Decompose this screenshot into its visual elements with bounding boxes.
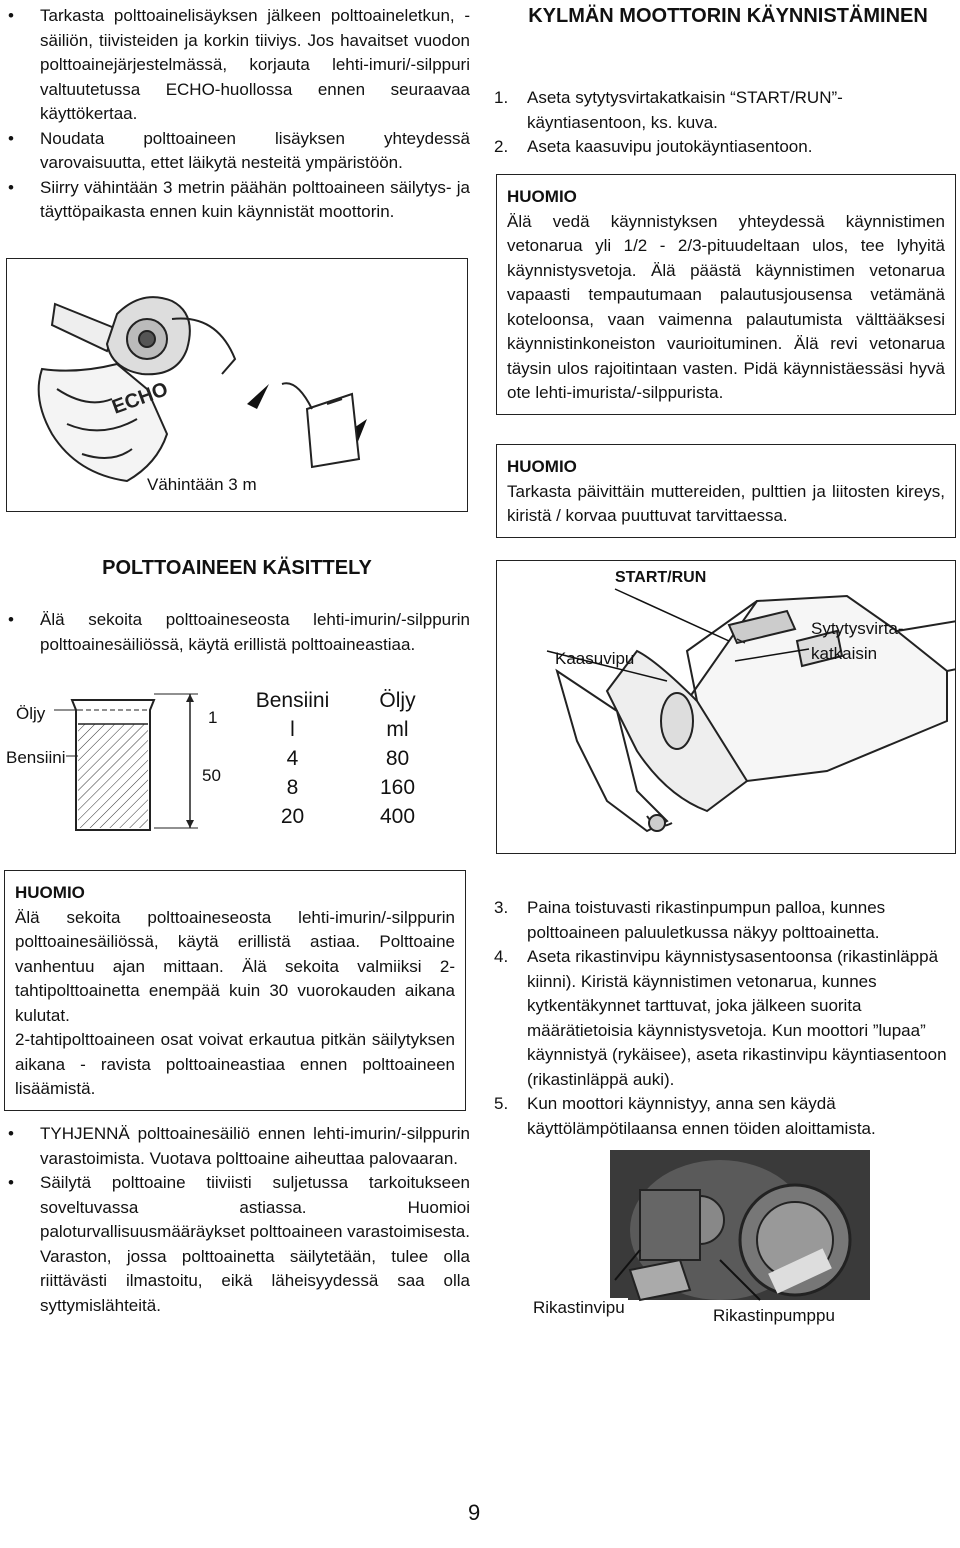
table-cell: 4 [286, 746, 299, 770]
fuel-mix-bullet-list [4, 608, 470, 657]
fastener-notice [496, 444, 956, 538]
ratio-oil-value: 1 [208, 708, 218, 727]
step-text: Aseta rikastinvipu käynnistysasentoonsa (rikastinläppä kiinni). Kiristä käynnistimen vetonarua, kunnes kytkentäkynnet tarttuvat, joka jälkeen suorita määrätietoisia käynnistysvetoja. Kun moottori ”lupaa” käynnistyä (rykäisee), aseta rikastinvipu käyntiasentoon (rikastinläppä auki). [527, 947, 947, 1089]
mixing-table [240, 686, 450, 831]
list-item [494, 896, 956, 945]
unit-ml: ml [386, 717, 409, 741]
notice-title: HUOMIO [15, 883, 85, 902]
notice-title: HUOMIO [507, 457, 577, 476]
start-steps-bottom [494, 896, 956, 1141]
mixing-ratio-figure [4, 686, 234, 836]
svg-text:ECHO: ECHO [109, 378, 172, 419]
unit-litre: l [290, 717, 295, 741]
cold-start-heading: KYLMÄN MOOTTORIN KÄYNNISTÄMINEN [528, 5, 928, 27]
list-item [494, 86, 952, 135]
step-text: Kun moottori käynnistyy, anna sen käydä käyttölämpötilaansa ennen töiden aloittamista. [527, 1094, 876, 1138]
petrol-label: Bensiini [6, 748, 66, 767]
mixing-header-oil: Öljy [379, 688, 416, 712]
primer-pump-label: Rikastinpumppu [710, 1306, 838, 1326]
table-cell: 8 [286, 775, 299, 799]
leaf-blower-drawing [39, 297, 235, 481]
fuel-notice-box [4, 870, 466, 1111]
storage-bullets [4, 1122, 470, 1318]
fuel-can-drawing [282, 383, 359, 467]
throttle-label: Kaasuvipu [555, 649, 635, 668]
list-item [494, 945, 956, 1092]
table-cell: 400 [379, 804, 416, 828]
step-text: Paina toistuvasti rikastinpumpun palloa, kunnes polttoaineen paluuletkussa näkyy polttoainetta. [527, 898, 886, 942]
notice-text: Älä sekoita polttoaineseosta lehti-imurin/-silppurin polttoainesäiliössä, käytä erillistä astiaa. Polttoaine vanhentuu ajan mittaan. Älä sekoita valmiiksi 2-tahtipolttoainetta enempää kuin 30 vuorokauden aikana kulutat. 2-tahtipolttoaineen osat voivat erkautua pitkän säilytyksen aikana - ravista polttoaineastiaa ennen polttoaineen lisäämistä. [15, 907, 455, 1098]
page-number: 9 [468, 1500, 481, 1525]
bullet-empty-tank: • TYHJENNÄ polttoainesäiliö ennen lehti-imurin/-silppurin varastoimista. Vuotava polttoaine aiheuttaa palovaaran. [4, 1122, 470, 1171]
ignition-switch-figure [496, 560, 956, 854]
distance-figure [6, 258, 468, 512]
step-number: 4. [494, 947, 509, 966]
bullet-store-fuel: • Säilytä polttoaine tiiviisti suljetussa tarkoitukseen soveltuvassa astiassa. Huomioi paloturvallisuusmääräykset polttoaineen varastoimisesta. Varaston, jossa polttoainetta säilytetään, tulee olla riittävästi ilmastoitu, eikä läheisyydessä saa olla syttymislähteitä. [4, 1171, 470, 1318]
table-cell: 20 [280, 804, 305, 828]
bullet-spill-caution: • Noudata polttoaineen lisäyksen yhteydessä varovaisuutta, ettet läikytä nesteitä ympäristöön. [4, 127, 470, 176]
table-row [240, 802, 450, 831]
fuel-handling-heading: POLTTOAINEEN KÄSITTELY [102, 557, 372, 579]
ratio-petrol-value: 50 [202, 766, 221, 785]
table-cell: 80 [385, 746, 410, 770]
distance-label: Vähintään 3 m [147, 475, 257, 494]
engine-figure [520, 1150, 880, 1330]
mixing-header-petrol: Bensiini [255, 688, 330, 712]
bullet-leak-check: • Tarkasta polttoainelisäyksen jälkeen polttoaineletkun, -säiliön, tiivisteiden ja korkin tiiviys. Jos havaitset vuodon polttoainejärjestelmässä, korjauta lehti-imuri/-silppuri valtuutetussa ECHO-huollossa ennen seuraavaa käyttökertaa. [4, 4, 470, 127]
step-number: 5. [494, 1094, 509, 1113]
step-number: 2. [494, 137, 509, 156]
fuel-safety-bullets [4, 4, 470, 225]
notice-text: Älä vedä käynnistyksen yhteydessä käynnistimen vetonarua yli 1/2 - 2/3-pituudeltaan ulos, tee lyhyitä käynnistysvetoja. Älä päästä käynnistimen vetonarua vapaasti tempautumaan palautusjousensa vetämänä koteloonsa, vaan vaimenna palautumista välttääksesi käynnistinkoneiston vaurioituminen. Älä revi vetonarua täysin ulos rajoitintaan vasten. Pidä käynnistäessäsi hyvä ote lehti-imurista/-silppurista. [507, 211, 945, 402]
step-text: Aseta kaasuvipu joutokäyntiasentoon. [527, 137, 813, 156]
step-text: Aseta sytytysvirtakatkaisin “START/RUN”-käyntiasentoon, ks. kuva. [527, 88, 843, 132]
start-run-label: START/RUN [615, 569, 707, 586]
step-number: 1. [494, 88, 509, 107]
bullet-distance: • Siirry vähintään 3 metrin päähän polttoaineen säilytys- ja täyttöpaikasta ennen kuin käynnistät moottorin. [4, 176, 470, 225]
handle-switch-illustration [497, 561, 955, 853]
list-item [494, 135, 952, 160]
bullet-separate-container: • Älä sekoita polttoaineseosta lehti-imurin/-silppurin polttoainesäiliössä, käytä erillistä polttoaineastiaa. [4, 608, 470, 657]
start-steps-top [494, 86, 952, 160]
table-row [240, 744, 450, 773]
table-cell: 160 [379, 775, 416, 799]
step-number: 3. [494, 898, 509, 917]
oil-label: Öljy [16, 704, 46, 723]
ignition-switch-label: Sytytysvirta- katkaisin [811, 619, 904, 663]
starter-cord-notice [496, 174, 956, 415]
mixing-table-header [240, 686, 450, 715]
notice-text: Tarkasta päivittäin muttereiden, pulttien ja liitosten kireys, kiristä / korvaa puuttuvat tarvittaessa. [507, 481, 945, 525]
notice-title: HUOMIO [507, 187, 577, 206]
table-row [240, 773, 450, 802]
left-arrow-icon [247, 384, 269, 409]
choke-lever-label: Rikastinvipu [530, 1298, 628, 1318]
list-item [494, 1092, 956, 1141]
mixing-table-units [240, 715, 450, 744]
